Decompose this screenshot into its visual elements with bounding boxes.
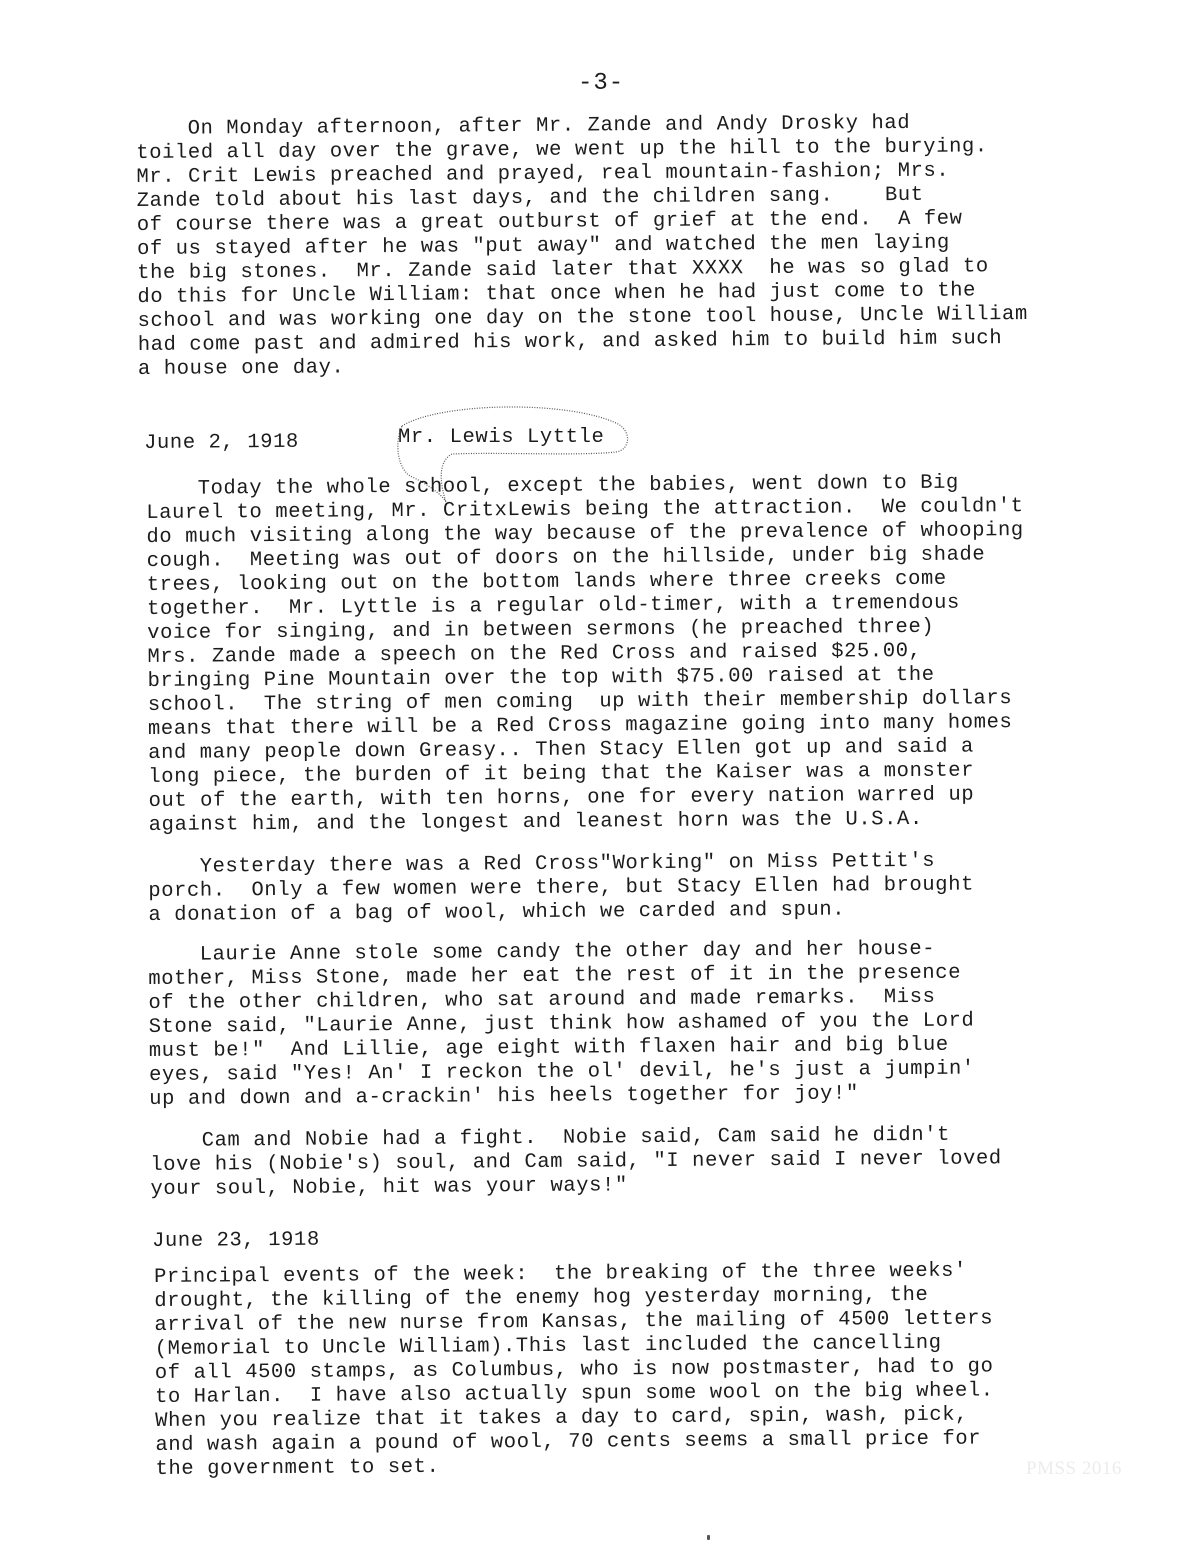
text-line: When you realize that it takes a day to card, spin, wash, pick,: [155, 1403, 969, 1433]
text-line: and many people down Greasy.. Then Stacy Ellen got up and said a: [148, 735, 974, 765]
text-line: means that there will be a Red Cross magazine going into many homes: [147, 711, 1013, 741]
text-line: a house one day.: [137, 356, 345, 381]
entry-date-june-2: June 2, 1918: [144, 430, 300, 455]
intro-paragraph: [136, 111, 1028, 382]
text-line: school and was working one day on the stone tool house, Uncle William: [137, 303, 1028, 333]
annotation-lewis-lyttle: Mr. Lewis Lyttle: [398, 426, 605, 449]
text-line: arrival of the new nurse from Kansas, the mailing of 4500 letters: [154, 1307, 994, 1337]
text-line: of course there was a great outburst of grief at the end. A few: [136, 207, 963, 237]
text-line: and wash again a pound of wool, 70 cents seems a small price for: [155, 1427, 982, 1457]
text-line: of all 4500 stamps, as Columbus, who is now postmaster, had to go: [154, 1355, 994, 1385]
text-line: to Harlan. I have also actually spun some wool on the big wheel.: [154, 1379, 994, 1409]
text-line: Principal events of the week: the breaking of the three weeks': [154, 1259, 967, 1289]
text-line: against him, and the longest and leanest horn was the U.S.A.: [148, 807, 923, 837]
text-line: bringing Pine Mountain over the top with $75.00 raised at the: [147, 663, 935, 693]
entry2-paragraph-principal-events: [154, 1259, 994, 1482]
entry1-paragraph-laurie-anne: [148, 938, 975, 1112]
text-line: a donation of a bag of wool, which we carded and spun.: [148, 898, 846, 927]
archive-watermark: PMSS 2016: [1026, 1458, 1122, 1479]
text-line: porch. Only a few women were there, but Stacy Ellen had brought: [148, 873, 975, 903]
text-line: mother, Miss Stone, made her eat the rest of it in the presence: [148, 961, 962, 991]
text-line: Mrs. Zande made a speech on the Red Cross and raised $25.00,: [147, 639, 922, 669]
text-line: trees, looking out on the bottom lands where three creeks come: [146, 567, 947, 597]
text-line: (Memorial to Uncle William).This last included the cancelling: [154, 1331, 942, 1361]
text-line: voice for singing, and in between sermons (he preached three): [147, 615, 935, 645]
text-line: drought, the killing of the enemy hog yesterday morning, the: [154, 1283, 929, 1313]
entry1-paragraph-cam-nobie: [150, 1123, 1002, 1202]
text-line: On Monday afternoon, after Mr. Zande and Andy Drosky had: [136, 111, 911, 141]
text-line: Mr. Crit Lewis preached and prayed, real mountain-fashion; Mrs.: [136, 159, 950, 189]
page-speck: [707, 1535, 710, 1540]
entry1-paragraph-red-cross-working: [148, 850, 974, 928]
entry1-paragraph-meeting: [146, 471, 1026, 838]
entry-date-june-23: June 23, 1918: [152, 1228, 320, 1253]
text-line: of the other children, who sat around and made remarks. Miss: [148, 985, 936, 1015]
text-line: school. The string of men coming up with their membership dollars: [147, 687, 1013, 717]
text-line: Zande told about his last days, and the children sang. But: [136, 183, 924, 213]
text-line: had come past and admired his work, and asked him to build him such: [137, 327, 1003, 357]
text-line: the government to set.: [155, 1455, 440, 1481]
text-line: love his (Nobie's) soul, and Cam said, "I never said I never loved: [150, 1147, 1002, 1177]
text-line: Stone said, "Laurie Anne, just think how ashamed of you the Lord: [148, 1009, 975, 1039]
text-line: eyes, said "Yes! An' I reckon the ol' devil, he's just a jumpin': [148, 1057, 975, 1087]
text-line: out of the earth, with ten horns, one for every nation warred up: [148, 783, 975, 813]
text-line: together. Mr. Lyttle is a regular old-timer, with a tremendous: [146, 591, 960, 621]
text-line: toiled all day over the grave, we went up the hill to the burying.: [136, 135, 988, 165]
text-line: Laurie Anne stole some candy the other day and her house-: [148, 937, 936, 967]
text-line: do much visiting along the way because of the prevalence of whooping: [146, 519, 1024, 549]
text-line: Yesterday there was a Red Cross"Working" on Miss Pettit's: [148, 849, 936, 879]
text-line: long piece, the burden of it being that the Kaiser was a monster: [148, 759, 975, 789]
text-line: your soul, Nobie, hit was your ways!": [150, 1174, 628, 1201]
text-line: cough. Meeting was out of doors on the hillside, under big shade: [146, 543, 986, 573]
text-line: must be!" And Lillie, age eight with flaxen hair and big blue: [148, 1033, 949, 1063]
text-line: do this for Uncle William: that once when he had just come to the: [137, 279, 977, 309]
page-number: -3-: [578, 70, 625, 97]
text-line: Laurel to meeting, Mr. CritxLewis being the attraction. We couldn't: [146, 495, 1024, 525]
text-line: Cam and Nobie had a fight. Nobie said, Cam said he didn't: [150, 1123, 951, 1153]
text-line: of us stayed after he was "put away" and watched the men laying: [136, 231, 950, 261]
text-line: up and down and a-crackin' his heels together for joy!": [149, 1082, 859, 1111]
text-line: the big stones. Mr. Zande said later that XXXX he was so glad to: [137, 255, 989, 285]
text-line: Today the whole school, except the babies, went down to Big: [146, 471, 959, 501]
